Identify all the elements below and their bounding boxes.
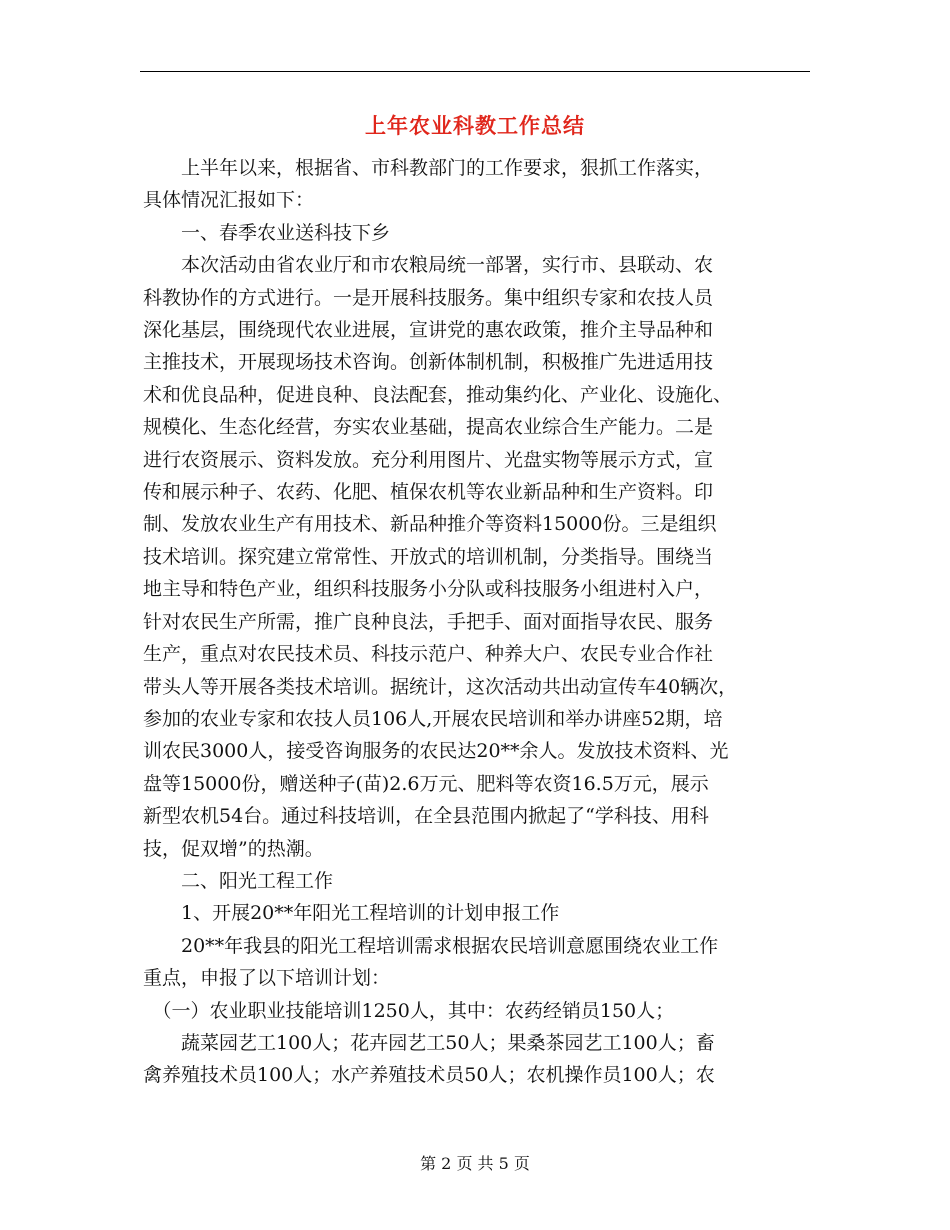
body-line: （一）农业职业技能培训1250人，其中：农药经销员150人； [143, 999, 675, 1022]
section-heading: 二、阳光工程工作 [143, 869, 334, 892]
body-line: 训农民3000人，接受咨询服务的农民达20**余人。发放技术资料、光 [143, 740, 729, 763]
body-line: 传和展示种子、农药、化肥、植保农机等农业新品种和生产资料。印 [143, 481, 714, 504]
body-line: 重点，申报了以下培训计划： [143, 967, 391, 990]
document-title: 上年农业科教工作总结 [365, 113, 585, 138]
body-line: 上半年以来，根据省、市科教部门的工作要求，狠抓工作落实， [143, 157, 714, 179]
body-line: 深化基层，围绕现代农业进展，宣讲党的惠农政策，推介主导品种和 [143, 319, 714, 342]
body-line: 进行农资展示、资料发放。充分利用图片、光盘实物等展示方式，宣 [143, 448, 714, 471]
document-body [143, 152, 815, 1092]
body-line: 本次活动由省农业厅和市农粮局统一部署，实行市、县联动、农 [143, 254, 714, 277]
section-heading: 一、春季农业送科技下乡 [143, 221, 391, 244]
body-line: 规模化、生态化经营，夯实农业基础，提高农业综合生产能力。二是 [143, 416, 714, 439]
body-line: 带头人等开展各类技术培训。据统计，这次活动共出动宣传车40辆次， [143, 675, 738, 698]
body-line: 针对农民生产所需，推广良种良法，手把手、面对面指导农民、服务 [143, 610, 714, 633]
page-number: 第 2 页 共 5 页 [420, 1154, 530, 1173]
body-line: 参加的农业专家和农技人员106人,开展农民培训和举办讲座52期，培 [143, 707, 723, 730]
body-line: 蔬菜园艺工100人；花卉园艺工50人；果桑茶园艺工100人；畜 [143, 1031, 715, 1054]
header-rule [140, 71, 810, 72]
body-line: 新型农机54台。通过科技培训，在全县范围内掀起了“学科技、用科 [143, 805, 709, 828]
body-line: 具体情况汇报如下： [143, 189, 315, 212]
body-line: 20**年我县的阳光工程培训需求根据农民培训意愿围绕农业工作 [143, 934, 719, 957]
body-line: 技术培训。探究建立常常性、开放式的培训机制，分类指导。围绕当 [143, 545, 714, 568]
body-line: 盘等15000份，赠送种子(苗)2.6万元、肥料等农资16.5万元，展示 [143, 772, 709, 795]
body-line: 生产，重点对农民技术员、科技示范户、种养大户、农民专业合作社 [143, 643, 714, 666]
body-line: 科教协作的方式进行。一是开展科技服务。集中组织专家和农技人员 [143, 286, 714, 309]
body-line: 制、发放农业生产有用技术、新品种推介等资料15000份。三是组织 [143, 513, 717, 536]
body-line: 禽养殖技术员100人；水产养殖技术员50人；农机操作员100人；农 [143, 1064, 715, 1087]
body-line: 地主导和特色产业，组织科技服务小分队或科技服务小组进村入户， [143, 578, 714, 601]
subsection-heading: 1、开展20**年阳光工程培训的计划申报工作 [143, 902, 560, 925]
body-line: 主推技术，开展现场技术咨询。创新体制机制，积极推广先进适用技 [143, 351, 714, 374]
body-line: 术和优良品种，促进良种、良法配套，推动集约化、产业化、设施化、 [143, 383, 733, 406]
body-line: 技，促双增”的热潮。 [143, 837, 324, 860]
